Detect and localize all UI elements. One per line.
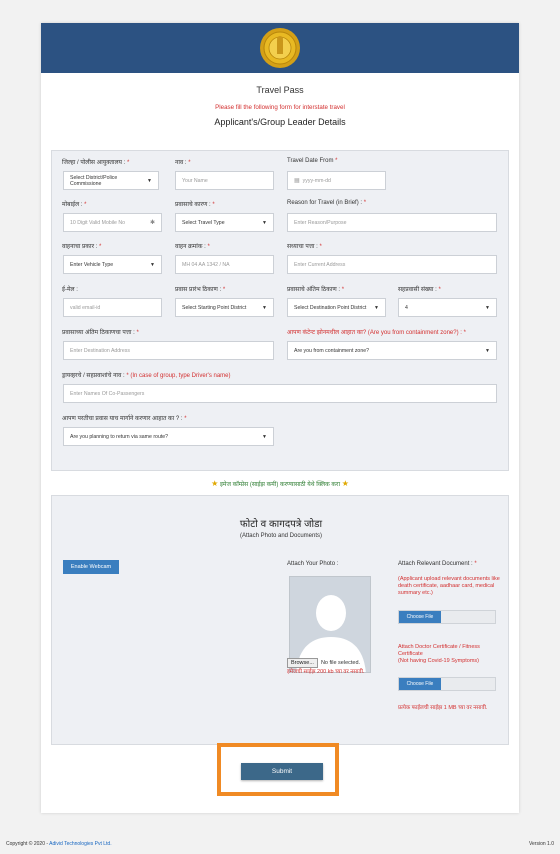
reason-input[interactable]: Enter Reason/Purpose — [287, 213, 497, 232]
return-label: आपण परतीचा प्रवास याच मार्गाने करणार आहात का ? : * — [62, 416, 187, 422]
choose-file-button[interactable]: Choose File — [399, 611, 441, 623]
star-icon: ★ — [211, 479, 219, 488]
enable-webcam-button[interactable]: Enable Webcam — [63, 560, 119, 574]
attach-doc-label: Attach Relevant Document : * — [398, 561, 477, 567]
page-subtitle: Please fill the following form for interstate travel — [215, 104, 345, 111]
applicant-form — [51, 150, 509, 471]
caret-down-icon: ▼ — [147, 177, 152, 184]
vehicle-no-label: वाहन क्रमांक : * — [175, 244, 210, 250]
doctor-cert-file-input[interactable] — [398, 677, 496, 691]
destination-address-label: प्रवासाच्या अंतिम ठिकाणचा पत्ता : * — [62, 330, 139, 336]
caret-down-icon: ▼ — [485, 347, 490, 354]
doctor-cert-label: Attach Doctor Certificate / Fitness Certificate (Not having Covid-19 Symptoms) — [398, 644, 480, 664]
header-banner — [41, 23, 519, 73]
copyright-text: Copyright © 2020 - Adivid Technologies Pvt Ltd. — [6, 841, 112, 847]
caret-down-icon: ▼ — [485, 304, 490, 311]
no-file-text: No file selected. — [320, 660, 361, 666]
current-address-label: सध्याचा पत्ता : * — [287, 244, 322, 250]
destination-address-input[interactable]: Enter Destination Address — [63, 341, 274, 360]
compress-link-text[interactable]: इमेज कॉम्प्रेस (साईझ कमी) करण्यासाठी येथे क्लिक करा — [219, 482, 341, 488]
travel-date-label: Travel Date From * — [287, 158, 338, 164]
return-select[interactable]: Are you planning to return via same route? ▼ — [63, 427, 274, 446]
browse-button[interactable]: Browse... — [287, 658, 318, 668]
caret-down-icon: ▼ — [262, 304, 267, 311]
caret-down-icon: ▼ — [262, 433, 267, 440]
containment-label: आपण कंटेन्ट झोनमधील आहात का? (Are you from containment zone?) : * — [287, 330, 466, 336]
attach-photo-label: Attach Your Photo : — [287, 561, 339, 567]
version-text: Version 1.0 — [528, 841, 554, 847]
email-input[interactable]: valid email-id — [63, 298, 162, 317]
current-address-input[interactable]: Enter Current Address — [287, 255, 497, 274]
vehicle-type-select[interactable]: Enter Vehicle Type ▼ — [63, 255, 162, 274]
calendar-icon: ▦ — [294, 178, 300, 184]
district-label: जिल्हा / पोलीस आयुक्तालय : * — [62, 160, 130, 166]
travel-reason-label: प्रवासाचे कारण : * — [175, 202, 215, 208]
section-heading: Applicant's/Group Leader Details — [214, 117, 346, 127]
page-title: Travel Pass — [256, 85, 304, 95]
name-input[interactable]: Your Name — [175, 171, 274, 190]
photo-section-subtitle: (Attach Photo and Documents) — [239, 533, 323, 539]
company-link[interactable]: Adivid Technologies Pvt Ltd. — [49, 841, 112, 847]
caret-down-icon: ▼ — [150, 261, 155, 268]
destination-district-label: प्रवासाचे अंतिम ठिकाण : * — [287, 287, 345, 293]
reason-brief-label: Reason for Travel (in Brief) : * — [287, 200, 367, 206]
photo-section-title: फोटो व कागदपत्रे जोडा — [239, 519, 323, 530]
compress-image-link[interactable] — [41, 479, 519, 488]
email-label: ई-मेल : — [62, 287, 78, 293]
travel-type-select[interactable]: Select Travel Type ▼ — [175, 213, 274, 232]
travel-pass-card — [41, 23, 519, 813]
settings-icon: ✱ — [149, 220, 155, 226]
state-emblem-icon — [259, 27, 301, 69]
submit-highlight — [217, 743, 339, 796]
name-label: नाव : * — [175, 160, 191, 166]
passengers-input[interactable]: Enter Names Of Co-Passengers — [63, 384, 497, 403]
start-point-select[interactable]: Select Starting Point District ▼ — [175, 298, 274, 317]
document-file-input[interactable] — [398, 610, 496, 624]
passengers-label: ड्रायव्हरचे / सहप्रवाशांचे नाव : * (In case of group, type Driver's name) — [62, 373, 231, 379]
mobile-label: मोबाईल : * — [62, 202, 87, 208]
mobile-input[interactable]: 10 Digit Valid Mobile No ✱ — [63, 213, 162, 232]
containment-select[interactable]: Are you from containment zone? ▼ — [287, 341, 497, 360]
co-travellers-label: सहप्रवासी संख्या : * — [398, 287, 441, 293]
page-footer — [0, 838, 560, 854]
submit-button[interactable]: Submit — [241, 763, 323, 780]
vehicle-no-input[interactable]: MH 04 AA 1342 / NA — [175, 255, 274, 274]
caret-down-icon: ▼ — [374, 304, 379, 311]
doc-note: (Applicant upload relevant documents like death certificate, aadhaar card, medical summary etc.) — [398, 576, 500, 596]
choose-file-button[interactable]: Choose File — [399, 678, 441, 690]
co-travellers-select[interactable]: 4 ▼ — [398, 298, 497, 317]
photo-documents-section — [51, 495, 509, 745]
photo-size-note: इमेजची साईझ 200 kb च्या वर नसावी. — [287, 669, 365, 675]
travel-date-input[interactable]: ▦ yyyy-mm-dd — [287, 171, 386, 190]
photo-file-row — [287, 658, 360, 668]
caret-down-icon: ▼ — [262, 219, 267, 226]
star-icon: ★ — [341, 479, 349, 488]
district-select[interactable]: Select District/Police Commissione ▼ — [63, 171, 159, 190]
start-point-label: प्रवास प्रारंभ ठिकाण : * — [175, 287, 226, 293]
file-size-note: प्रत्येक फाईलची साईझ 1 MB च्या वर नसावी. — [398, 705, 488, 711]
vehicle-type-label: वाहनाचा प्रकार : * — [62, 244, 102, 250]
destination-district-select[interactable]: Select Destination Point District ▼ — [287, 298, 386, 317]
